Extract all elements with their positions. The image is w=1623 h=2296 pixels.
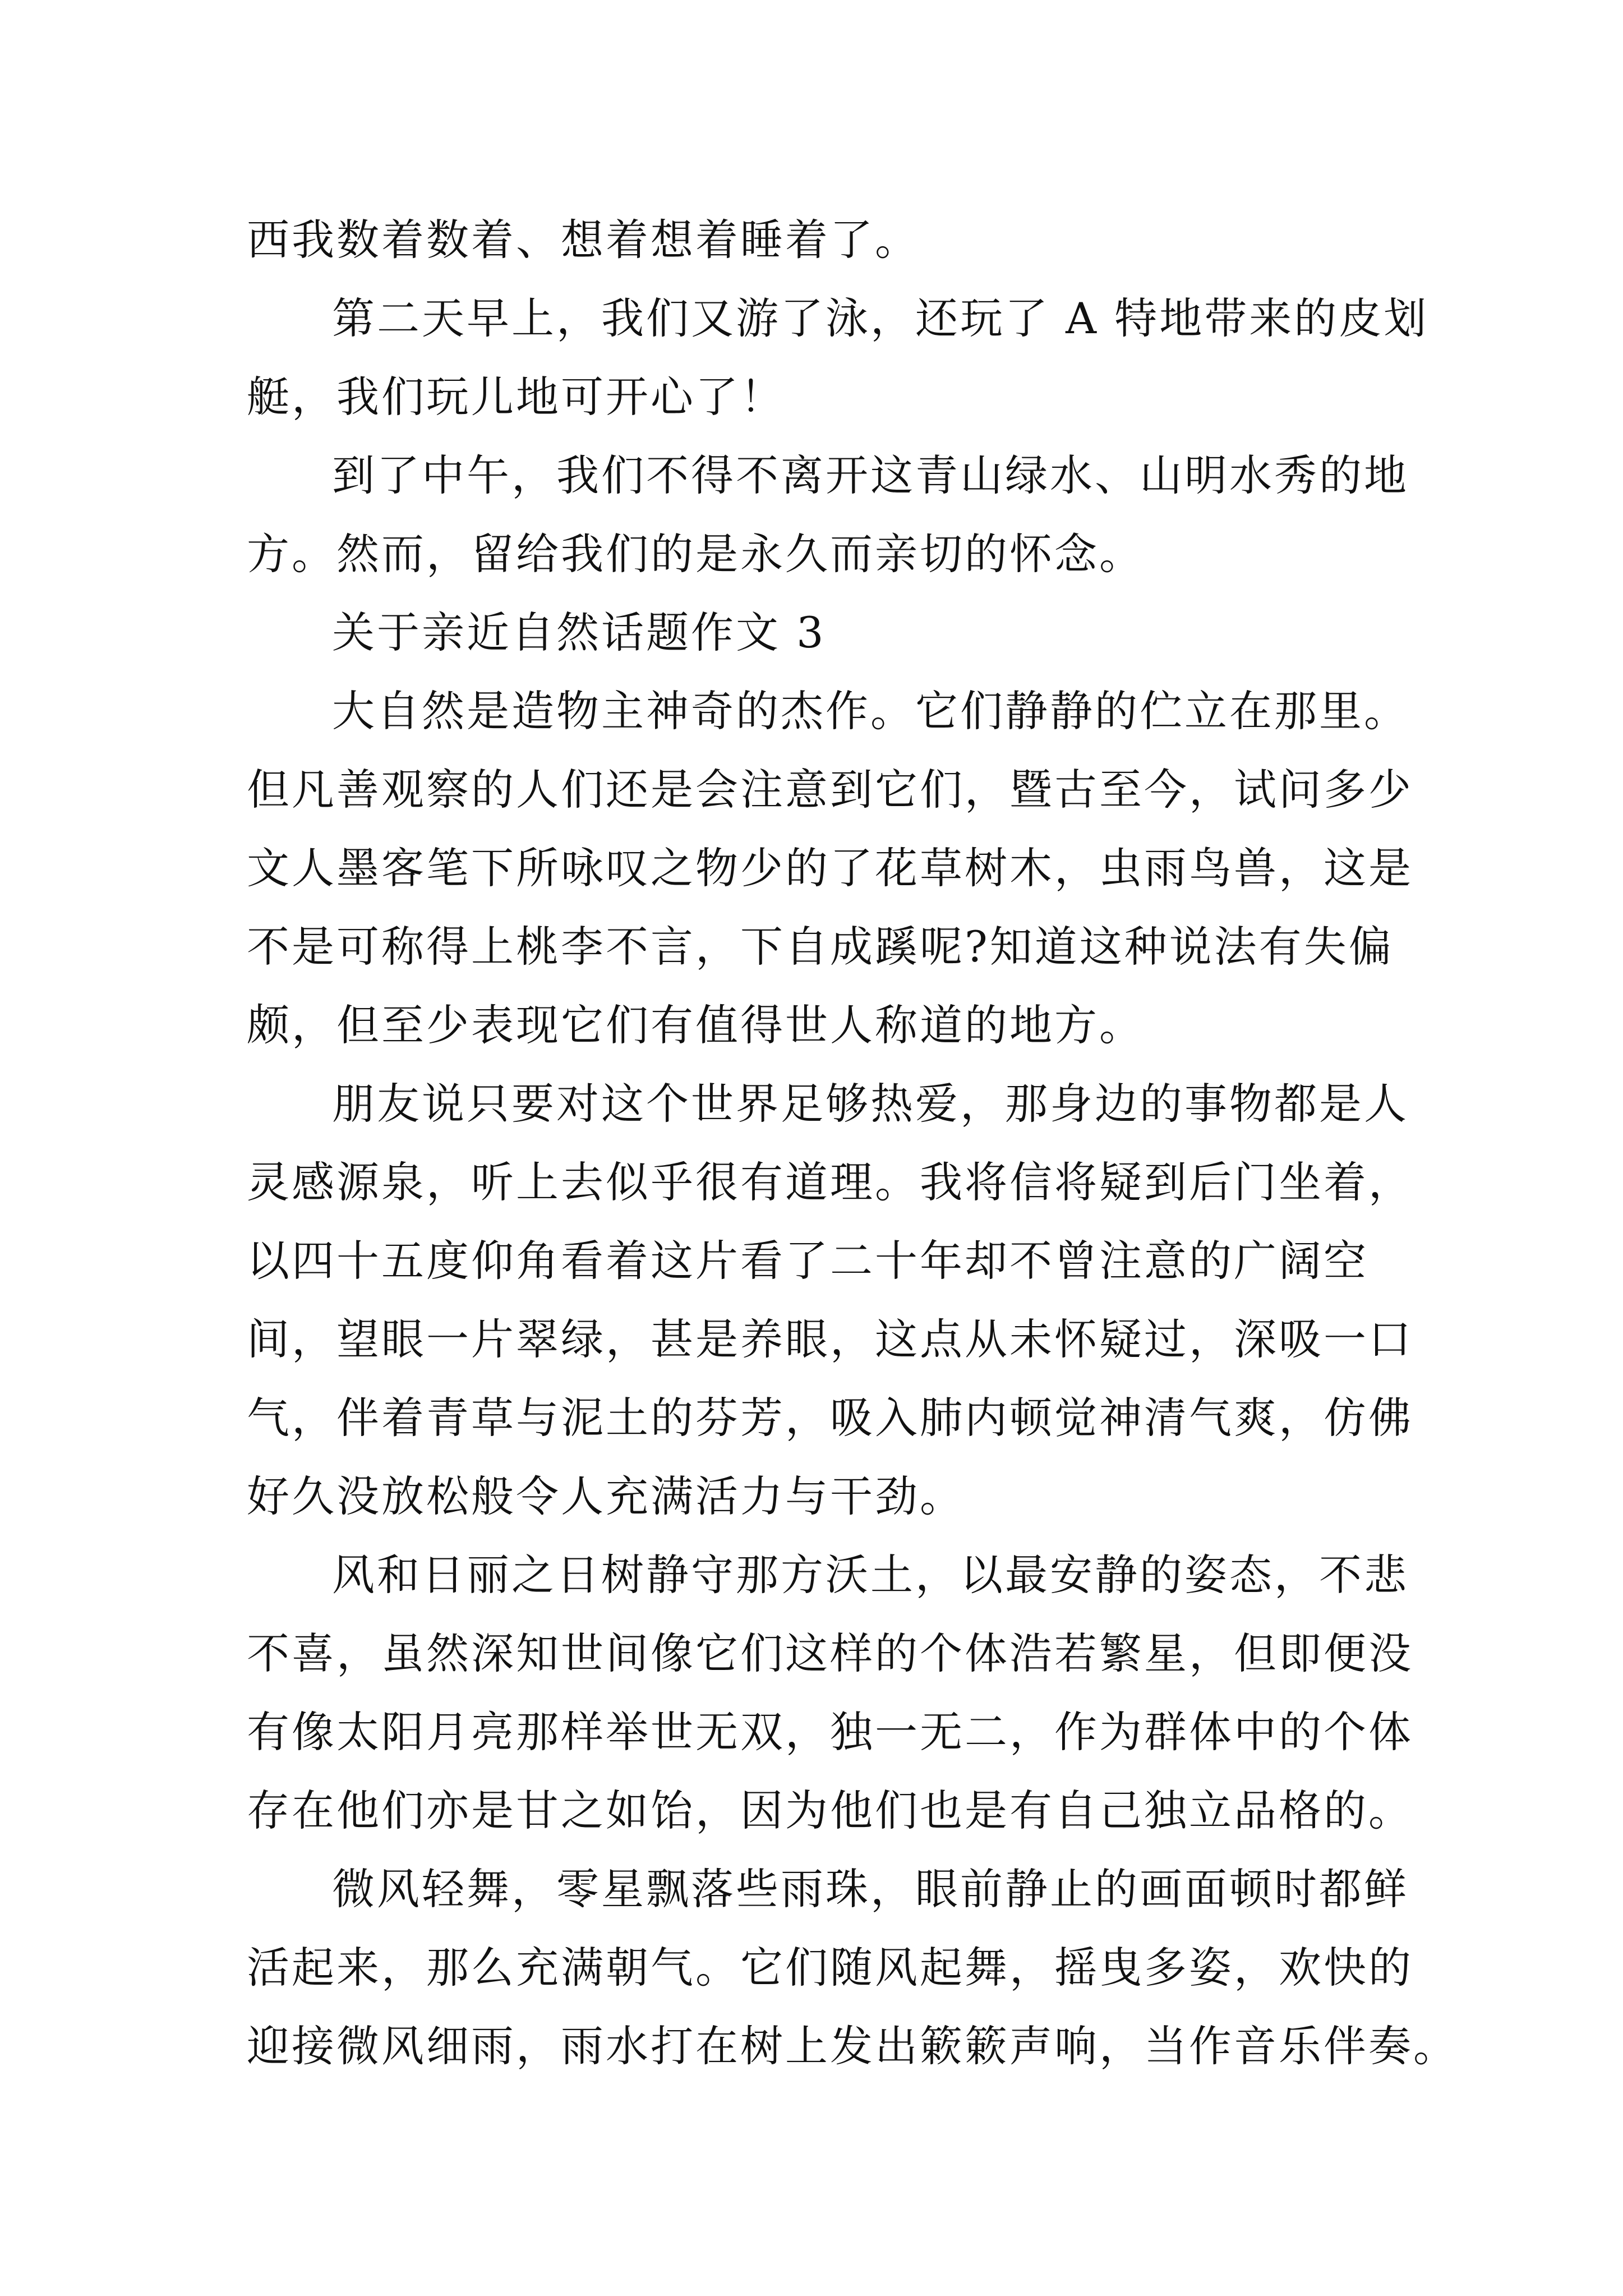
text-line: 到了中午，我们不得不离开这青山绿水、山明水秀的地 — [332, 450, 1409, 500]
text-line: 朋友说只要对这个世界足够热爱，那身边的事物都是人 — [332, 1079, 1409, 1129]
text-line: 文人墨客笔下所咏叹之物少的了花草树木，虫雨鸟兽，这是 — [247, 843, 1413, 893]
text-line: 风和日丽之日树静守那方沃土，以最安静的姿态，不悲 — [332, 1550, 1409, 1600]
text-line: 有像太阳月亮那样举世无双，独一无二，作为群体中的个体 — [247, 1707, 1413, 1757]
text-line: 艇，我们玩儿地可开心了！ — [247, 372, 785, 422]
text-line: 气，伴着青草与泥土的芬芳，吸入肺内顿觉神清气爽，仿佛 — [247, 1393, 1413, 1443]
section-heading: 关于亲近自然话题作文 3 — [332, 608, 826, 657]
text-line: 西我数着数着、想着想着睡着了。 — [247, 215, 920, 265]
text-line: 活起来，那么充满朝气。它们随风起舞，摇曳多姿，欢快的 — [247, 1943, 1413, 1993]
text-line: 存在他们亦是甘之如饴，因为他们也是有自己独立品格的。 — [247, 1786, 1413, 1835]
text-line: 不喜，虽然深知世间像它们这样的个体浩若繁星，但即便没 — [247, 1628, 1413, 1678]
text-line: 大自然是造物主神奇的杰作。它们静静的伫立在那里。 — [332, 686, 1409, 736]
text-line: 方。然而，留给我们的是永久而亲切的怀念。 — [247, 529, 1144, 579]
text-line: 间，望眼一片翠绿，甚是养眼，这点从未怀疑过，深吸一口 — [247, 1314, 1413, 1364]
text-line: 但凡善观察的人们还是会注意到它们，暨古至今，试问多少 — [247, 765, 1413, 815]
text-line: 不是可称得上桃李不言，下自成蹊呢?知道这种说法有失偏 — [247, 922, 1394, 972]
text-line: 第二天早上，我们又游了泳，还玩了 A 特地带来的皮划 — [332, 293, 1429, 343]
text-line: 颇，但至少表现它们有值得世人称道的地方。 — [247, 1000, 1144, 1050]
text-line: 迎接微风细雨，雨水打在树上发出簌簌声响，当作音乐伴奏。 — [247, 2021, 1458, 2071]
text-line: 好久没放松般令人充满活力与干劲。 — [247, 1471, 965, 1521]
text-line: 以四十五度仰角看着这片看了二十年却不曾注意的广阔空 — [247, 1236, 1368, 1286]
text-line: 灵感源泉，听上去似乎很有道理。我将信将疑到后门坐着， — [247, 1157, 1413, 1207]
text-line: 微风轻舞，零星飘落些雨珠，眼前静止的画面顿时都鲜 — [332, 1864, 1409, 1914]
